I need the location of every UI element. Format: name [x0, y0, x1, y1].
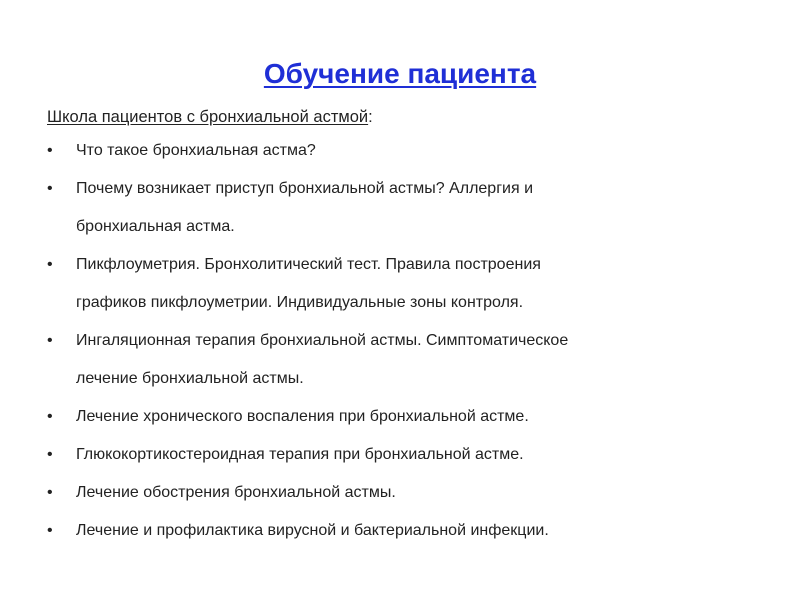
list-item-text: Лечение и профилактика вирусной и бактериальной инфекции. — [76, 522, 549, 539]
list-item-text: Пикфлоуметрия. Бронхолитический тест. Правила построения — [76, 256, 541, 273]
list-item — [0, 512, 800, 550]
list-item-text: Лечение хронического воспаления при бронхиальной астме. — [76, 408, 529, 425]
list-item-text: Что такое бронхиальная астма? — [76, 142, 316, 159]
list-item — [0, 170, 800, 246]
list-item-text: Лечение обострения бронхиальной астмы. — [76, 484, 396, 501]
list-item — [0, 436, 800, 474]
bullet-icon: • — [47, 332, 53, 349]
section-subtitle — [47, 106, 373, 128]
list-item — [0, 132, 800, 170]
list-item-text-continued: лечение бронхиальной астмы. — [76, 370, 304, 387]
bullet-icon: • — [47, 180, 53, 197]
subtitle-text: Школа пациентов с бронхиальной астмой — [47, 108, 369, 126]
list-item — [0, 322, 800, 398]
list-item-text: Глюкокортикостероидная терапия при бронхиальной астме. — [76, 446, 524, 463]
bullet-icon: • — [47, 484, 53, 501]
list-item-text-continued: графиков пикфлоуметрии. Индивидуальные зоны контроля. — [76, 294, 524, 311]
list-item — [0, 246, 800, 322]
list-item-text: Почему возникает приступ бронхиальной астмы? Аллергия и — [76, 180, 534, 197]
bullet-icon: • — [47, 408, 53, 425]
list-item — [0, 398, 800, 436]
bullet-icon: • — [47, 142, 53, 159]
list-item-text: Ингаляционная терапия бронхиальной астмы. Симптоматическое — [76, 332, 569, 349]
bullet-icon: • — [47, 522, 53, 539]
page-title: Обучение пациента — [263, 58, 537, 89]
list-item-text-continued: бронхиальная астма. — [76, 218, 235, 235]
bullet-icon: • — [47, 256, 53, 273]
list-item — [0, 474, 800, 512]
topic-list — [0, 132, 800, 550]
subtitle-colon: : — [368, 108, 373, 126]
bullet-icon: • — [47, 446, 53, 463]
